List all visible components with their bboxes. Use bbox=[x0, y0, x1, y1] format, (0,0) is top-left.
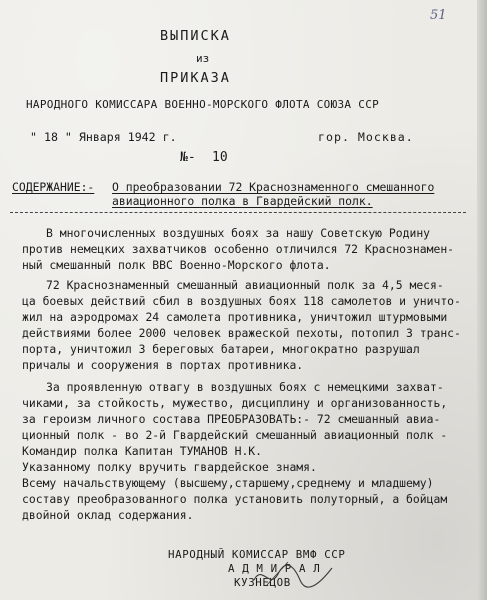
body-line: За проявленную отвагу в воздушных боях с немецкими захват- bbox=[46, 380, 444, 394]
subject-label: СОДЕРЖАНИЕ:- bbox=[12, 180, 95, 194]
body-line: ца боевых действий сбил в воздушных боях 118 самолетов и уничто- bbox=[22, 294, 461, 308]
separator-line bbox=[10, 212, 466, 213]
subject-line-2: авиационного полка в Гвардейский полк. bbox=[112, 194, 373, 208]
subject-line-1: О преобразовании 72 Краснознаменного смешанного bbox=[112, 180, 435, 194]
signature-name: КУЗНЕЦОВ bbox=[234, 576, 291, 589]
title-vypiska: ВЫПИСКА bbox=[160, 28, 231, 44]
page-edge bbox=[477, 0, 487, 600]
body-line: порта, уничтожил 3 береговых батареи, многократно разрушал bbox=[22, 342, 420, 356]
body-line: Командир полка Капитан ТУМАНОВ Н.К. bbox=[22, 444, 263, 458]
body-line: двойной оклад содержания. bbox=[22, 508, 194, 522]
issuer-line: НАРОДНОГО КОМИССАРА ВОЕННО-МОРСКОГО ФЛОТА СОЮЗА ССР bbox=[26, 98, 380, 111]
body-line: Всему начальствующему (высшему,старшему,среднему и младшему) bbox=[22, 476, 434, 490]
body-line: причалы и сооружения в портах противника. bbox=[22, 358, 304, 372]
title-iz: из bbox=[196, 52, 210, 65]
order-number-label: №- bbox=[180, 150, 196, 165]
body-line: 72 Краснознаменный смешанный авиационный полк за 4,5 меся- bbox=[46, 278, 444, 292]
body-line: чиками, за стойкость, мужество, дисциплину и организованность, bbox=[22, 396, 448, 410]
body-line: против немецких захватчиков особенно отличился 72 Краснознамен- bbox=[22, 242, 455, 256]
order-date: " 18 " Января 1942 г. bbox=[30, 130, 177, 144]
body-line: ционный полк - во 2-й Гвардейский смешанный авиационный полк - bbox=[22, 428, 448, 442]
body-line: В многочисленных воздушных боях за нашу Советскую Родину bbox=[46, 226, 431, 240]
body-line: Указанному полку вручить гвардейское знамя. bbox=[22, 460, 317, 474]
order-place: гор. Москва. bbox=[318, 130, 414, 144]
archive-number: 51 bbox=[430, 8, 447, 23]
body-line: ный смешанный полк ВВС Военно-Морского флота. bbox=[22, 258, 331, 272]
order-number: 10 bbox=[212, 150, 228, 165]
title-prikaza: ПРИКАЗА bbox=[160, 70, 231, 86]
body-line: составу преобразованного полка установить полуторный, а бойцам bbox=[22, 492, 448, 506]
body-line: за героизм личного состава ПРЕОБРАЗОВАТЬ:- 72 смешанный авиа- bbox=[22, 412, 441, 426]
signature-rank: А Д М И Р А Л bbox=[228, 562, 321, 575]
signature-title: НАРОДНЫЙ КОМИССАР ВМФ ССР bbox=[168, 548, 346, 561]
body-line: действиями более 2000 человек вражеской пехоты, потопил 3 транс- bbox=[22, 326, 461, 340]
handwritten-signature bbox=[248, 556, 338, 596]
body-line: жил на аэродромах 24 самолета противника, уничтожил штурмовыми bbox=[22, 310, 448, 324]
